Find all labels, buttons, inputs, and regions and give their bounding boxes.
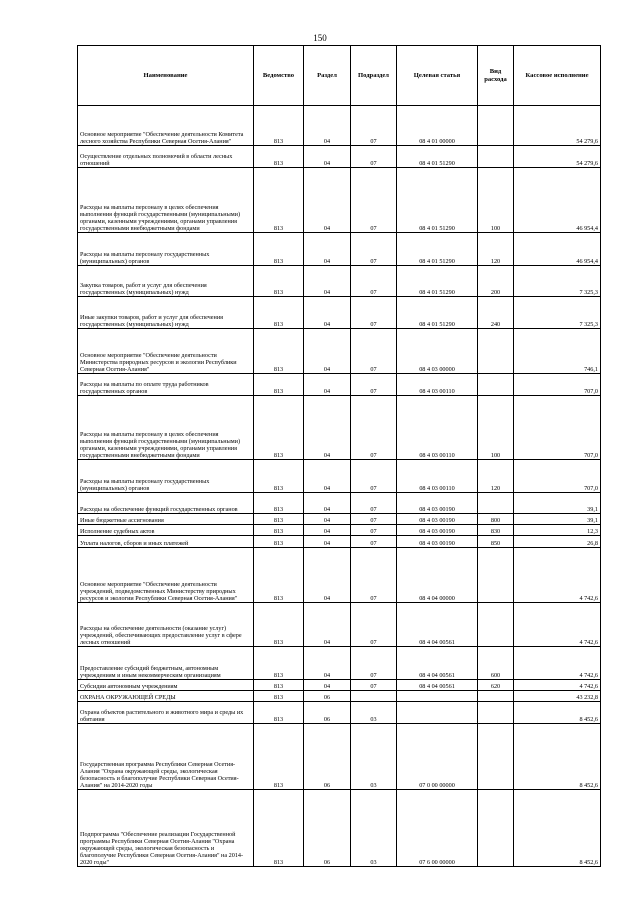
- row-section: 04: [304, 603, 351, 647]
- table-row: [78, 525, 601, 536]
- header-exec: Кассовое исполнение: [514, 46, 601, 106]
- row-type: 100: [478, 396, 514, 460]
- row-type: [478, 790, 514, 867]
- row-type: [478, 724, 514, 790]
- row-target: 08 4 03 00190: [397, 536, 478, 548]
- row-section: 04: [304, 168, 351, 233]
- row-dept: 813: [254, 106, 304, 146]
- table-row: [78, 724, 601, 790]
- row-subsection: 07: [351, 603, 397, 647]
- row-name: Предоставление субсидий бюджетным, автономным учреждениям и иным некоммерческим организациям: [78, 647, 254, 680]
- row-target: 08 4 03 00110: [397, 460, 478, 493]
- row-name: Основное мероприятие "Обеспечение деятельности Министерства природных ресурсов и экологии Республики Северная Осетия-Алания": [78, 329, 254, 374]
- table-row: [78, 680, 601, 691]
- row-target: 08 4 04 00561: [397, 647, 478, 680]
- header-subsection: Подраздел: [351, 46, 397, 106]
- row-section: 04: [304, 146, 351, 168]
- row-type: 240: [478, 297, 514, 329]
- row-subsection: 07: [351, 514, 397, 525]
- row-subsection: 07: [351, 460, 397, 493]
- row-type: 120: [478, 460, 514, 493]
- row-section: 04: [304, 460, 351, 493]
- row-exec: 39,1: [514, 493, 601, 514]
- budget-table: [77, 45, 601, 867]
- table-row: [78, 374, 601, 396]
- row-name: Расходы на выплаты персоналу государственных (муниципальных) органов: [78, 233, 254, 266]
- row-type: [478, 493, 514, 514]
- row-exec: 26,8: [514, 536, 601, 548]
- table-row: [78, 168, 601, 233]
- row-name: Уплата налогов, сборов и иных платежей: [78, 536, 254, 548]
- row-target: 08 4 01 51290: [397, 146, 478, 168]
- row-subsection: 07: [351, 396, 397, 460]
- row-subsection: 07: [351, 374, 397, 396]
- row-target: 08 4 03 00110: [397, 374, 478, 396]
- row-exec: 707,0: [514, 396, 601, 460]
- table-row: [78, 266, 601, 297]
- row-exec: 39,1: [514, 514, 601, 525]
- row-dept: 813: [254, 790, 304, 867]
- row-dept: 813: [254, 691, 304, 702]
- row-exec: 46 954,4: [514, 168, 601, 233]
- table-body: [78, 106, 601, 867]
- row-section: 04: [304, 266, 351, 297]
- row-section: 04: [304, 680, 351, 691]
- row-name: Расходы на выплаты персоналу в целях обеспечения выполнения функций государственными (муниципальными) органами, казенными учреждениями, органами управления государственными внебюджетными фондами: [78, 168, 254, 233]
- row-target: 08 4 03 00190: [397, 514, 478, 525]
- row-type: 600: [478, 647, 514, 680]
- row-exec: 4 742,6: [514, 548, 601, 603]
- row-name: Иные бюджетные ассигнования: [78, 514, 254, 525]
- row-section: 04: [304, 106, 351, 146]
- row-exec: 7 325,3: [514, 266, 601, 297]
- row-subsection: 03: [351, 790, 397, 867]
- row-section: 04: [304, 329, 351, 374]
- row-subsection: 03: [351, 702, 397, 724]
- row-exec: 54 279,6: [514, 146, 601, 168]
- row-subsection: 03: [351, 724, 397, 790]
- row-name: Расходы на обеспечение функций государственных органов: [78, 493, 254, 514]
- row-subsection: 07: [351, 525, 397, 536]
- row-name: Государственная программа Республики Северная Осетия-Алания "Охрана окружающей среды, экологическая безопасность и благополучие Республики Северная Осетия-Алания" на 2014-2020 годы: [78, 724, 254, 790]
- table-row: [78, 514, 601, 525]
- row-section: 06: [304, 702, 351, 724]
- row-dept: 813: [254, 329, 304, 374]
- header-dept: Ведомство: [254, 46, 304, 106]
- row-target: [397, 691, 478, 702]
- row-subsection: 07: [351, 168, 397, 233]
- row-exec: 707,0: [514, 374, 601, 396]
- row-target: 08 4 03 00000: [397, 329, 478, 374]
- row-exec: 746,1: [514, 329, 601, 374]
- row-exec: 4 742,6: [514, 603, 601, 647]
- row-name: Основное мероприятие "Обеспечение деятельности Комитета лесного хозяйства Республики Северная Осетия-Алания": [78, 106, 254, 146]
- header-target: Целевая статья: [397, 46, 478, 106]
- table-row: [78, 146, 601, 168]
- row-type: 120: [478, 233, 514, 266]
- row-target: 08 4 04 00561: [397, 680, 478, 691]
- row-target: [397, 702, 478, 724]
- row-subsection: 07: [351, 647, 397, 680]
- row-type: [478, 702, 514, 724]
- table-row: [78, 702, 601, 724]
- row-type: 800: [478, 514, 514, 525]
- row-name: Расходы на выплаты персоналу в целях обеспечения выполнения функций государственными (муниципальными) органами, казенными учреждениями, органами управления государственными внебюджетными фондами: [78, 396, 254, 460]
- row-dept: 813: [254, 374, 304, 396]
- table-row: [78, 790, 601, 867]
- row-dept: 813: [254, 266, 304, 297]
- row-type: [478, 548, 514, 603]
- row-type: [478, 106, 514, 146]
- header-type: Вид расхода: [478, 46, 514, 106]
- row-section: 04: [304, 493, 351, 514]
- header-name: Наименование: [78, 46, 254, 106]
- row-dept: 813: [254, 702, 304, 724]
- row-subsection: 07: [351, 329, 397, 374]
- row-type: 200: [478, 266, 514, 297]
- row-subsection: 07: [351, 536, 397, 548]
- row-exec: 54 279,6: [514, 106, 601, 146]
- row-type: [478, 329, 514, 374]
- row-exec: 43 232,8: [514, 691, 601, 702]
- row-target: 08 4 03 00110: [397, 396, 478, 460]
- row-exec: 46 954,4: [514, 233, 601, 266]
- row-target: 08 4 01 51290: [397, 297, 478, 329]
- row-name: Основное мероприятие "Обеспечение деятельности учреждений, подведомственных Министерству природных ресурсов и экологии Республики Северная Осетия-Алания": [78, 548, 254, 603]
- row-target: 08 4 01 00000: [397, 106, 478, 146]
- row-section: 04: [304, 647, 351, 680]
- row-dept: 813: [254, 168, 304, 233]
- row-exec: 4 742,6: [514, 680, 601, 691]
- row-dept: 813: [254, 146, 304, 168]
- row-exec: 707,0: [514, 460, 601, 493]
- row-dept: 813: [254, 680, 304, 691]
- row-subsection: 07: [351, 297, 397, 329]
- row-exec: 8 452,6: [514, 790, 601, 867]
- row-subsection: 07: [351, 146, 397, 168]
- table-row: [78, 548, 601, 603]
- row-dept: 813: [254, 525, 304, 536]
- table-row: [78, 329, 601, 374]
- page-number: 150: [313, 33, 327, 43]
- row-section: 04: [304, 525, 351, 536]
- row-exec: 8 452,6: [514, 702, 601, 724]
- row-section: 06: [304, 691, 351, 702]
- row-dept: 813: [254, 233, 304, 266]
- row-dept: 813: [254, 603, 304, 647]
- row-exec: 4 742,6: [514, 647, 601, 680]
- row-exec: 8 452,6: [514, 724, 601, 790]
- row-name: Расходы на выплаты персоналу государственных (муниципальных) органов: [78, 460, 254, 493]
- row-name: ОХРАНА ОКРУЖАЮЩЕЙ СРЕДЫ: [78, 691, 254, 702]
- row-subsection: 07: [351, 233, 397, 266]
- row-name: Исполнение судебных актов: [78, 525, 254, 536]
- row-section: 06: [304, 724, 351, 790]
- table-row: [78, 233, 601, 266]
- row-dept: 813: [254, 396, 304, 460]
- row-section: 04: [304, 536, 351, 548]
- row-target: 08 4 01 51290: [397, 168, 478, 233]
- row-exec: 12,3: [514, 525, 601, 536]
- row-exec: 7 325,3: [514, 297, 601, 329]
- row-name: Иные закупки товаров, работ и услуг для обеспечения государственных (муниципальных) нужд: [78, 297, 254, 329]
- row-type: [478, 374, 514, 396]
- row-target: 07 0 00 00000: [397, 724, 478, 790]
- row-type: [478, 603, 514, 647]
- row-dept: 813: [254, 647, 304, 680]
- row-dept: 813: [254, 514, 304, 525]
- row-dept: 813: [254, 460, 304, 493]
- row-target: 08 4 03 00190: [397, 525, 478, 536]
- row-target: 08 4 03 00190: [397, 493, 478, 514]
- row-target: 08 4 01 51290: [397, 233, 478, 266]
- table-row: [78, 106, 601, 146]
- table-row: [78, 536, 601, 548]
- row-dept: 813: [254, 493, 304, 514]
- table-row: [78, 603, 601, 647]
- table-row: [78, 647, 601, 680]
- row-name: Расходы на выплаты по оплате труда работников государственных органов: [78, 374, 254, 396]
- row-section: 04: [304, 233, 351, 266]
- table-row: [78, 493, 601, 514]
- row-subsection: 07: [351, 106, 397, 146]
- row-subsection: 07: [351, 548, 397, 603]
- row-type: 100: [478, 168, 514, 233]
- row-section: 04: [304, 514, 351, 525]
- row-name: Подпрограмма "Обеспечение реализации Государственной программы Республики Северная Осетия-Алания "Охрана окружающей среды, экологическая безопасность и благополучие Республики Северная Осетия-Алания" на 2014-2020 годы": [78, 790, 254, 867]
- row-target: 08 4 01 51290: [397, 266, 478, 297]
- table-row: [78, 297, 601, 329]
- row-type: [478, 691, 514, 702]
- row-name: Охрана объектов растительного и животного мира и среды их обитания: [78, 702, 254, 724]
- table-header-row: [78, 46, 601, 106]
- row-section: 04: [304, 396, 351, 460]
- row-dept: 813: [254, 548, 304, 603]
- row-section: 04: [304, 374, 351, 396]
- row-section: 06: [304, 790, 351, 867]
- row-subsection: [351, 691, 397, 702]
- row-target: 08 4 04 00000: [397, 548, 478, 603]
- row-subsection: 07: [351, 680, 397, 691]
- row-name: Закупка товаров, работ и услуг для обеспечения государственных (муниципальных) нужд: [78, 266, 254, 297]
- row-type: 620: [478, 680, 514, 691]
- table-row: [78, 396, 601, 460]
- row-dept: 813: [254, 536, 304, 548]
- row-dept: 813: [254, 724, 304, 790]
- row-name: Субсидии автономным учреждениям: [78, 680, 254, 691]
- row-section: 04: [304, 297, 351, 329]
- row-section: 04: [304, 548, 351, 603]
- row-dept: 813: [254, 297, 304, 329]
- row-name: Осуществление отдельных полномочий в области лесных отношений: [78, 146, 254, 168]
- row-type: 850: [478, 536, 514, 548]
- row-subsection: 07: [351, 266, 397, 297]
- header-section: Раздел: [304, 46, 351, 106]
- row-type: [478, 146, 514, 168]
- row-name: Расходы на обеспечение деятельности (оказание услуг) учреждений, обеспечивающих предоставление услуг в сфере лесных отношений: [78, 603, 254, 647]
- row-subsection: 07: [351, 493, 397, 514]
- row-type: 830: [478, 525, 514, 536]
- row-target: 07 6 00 00000: [397, 790, 478, 867]
- table-row: [78, 460, 601, 493]
- row-target: 08 4 04 00561: [397, 603, 478, 647]
- table-row: [78, 691, 601, 702]
